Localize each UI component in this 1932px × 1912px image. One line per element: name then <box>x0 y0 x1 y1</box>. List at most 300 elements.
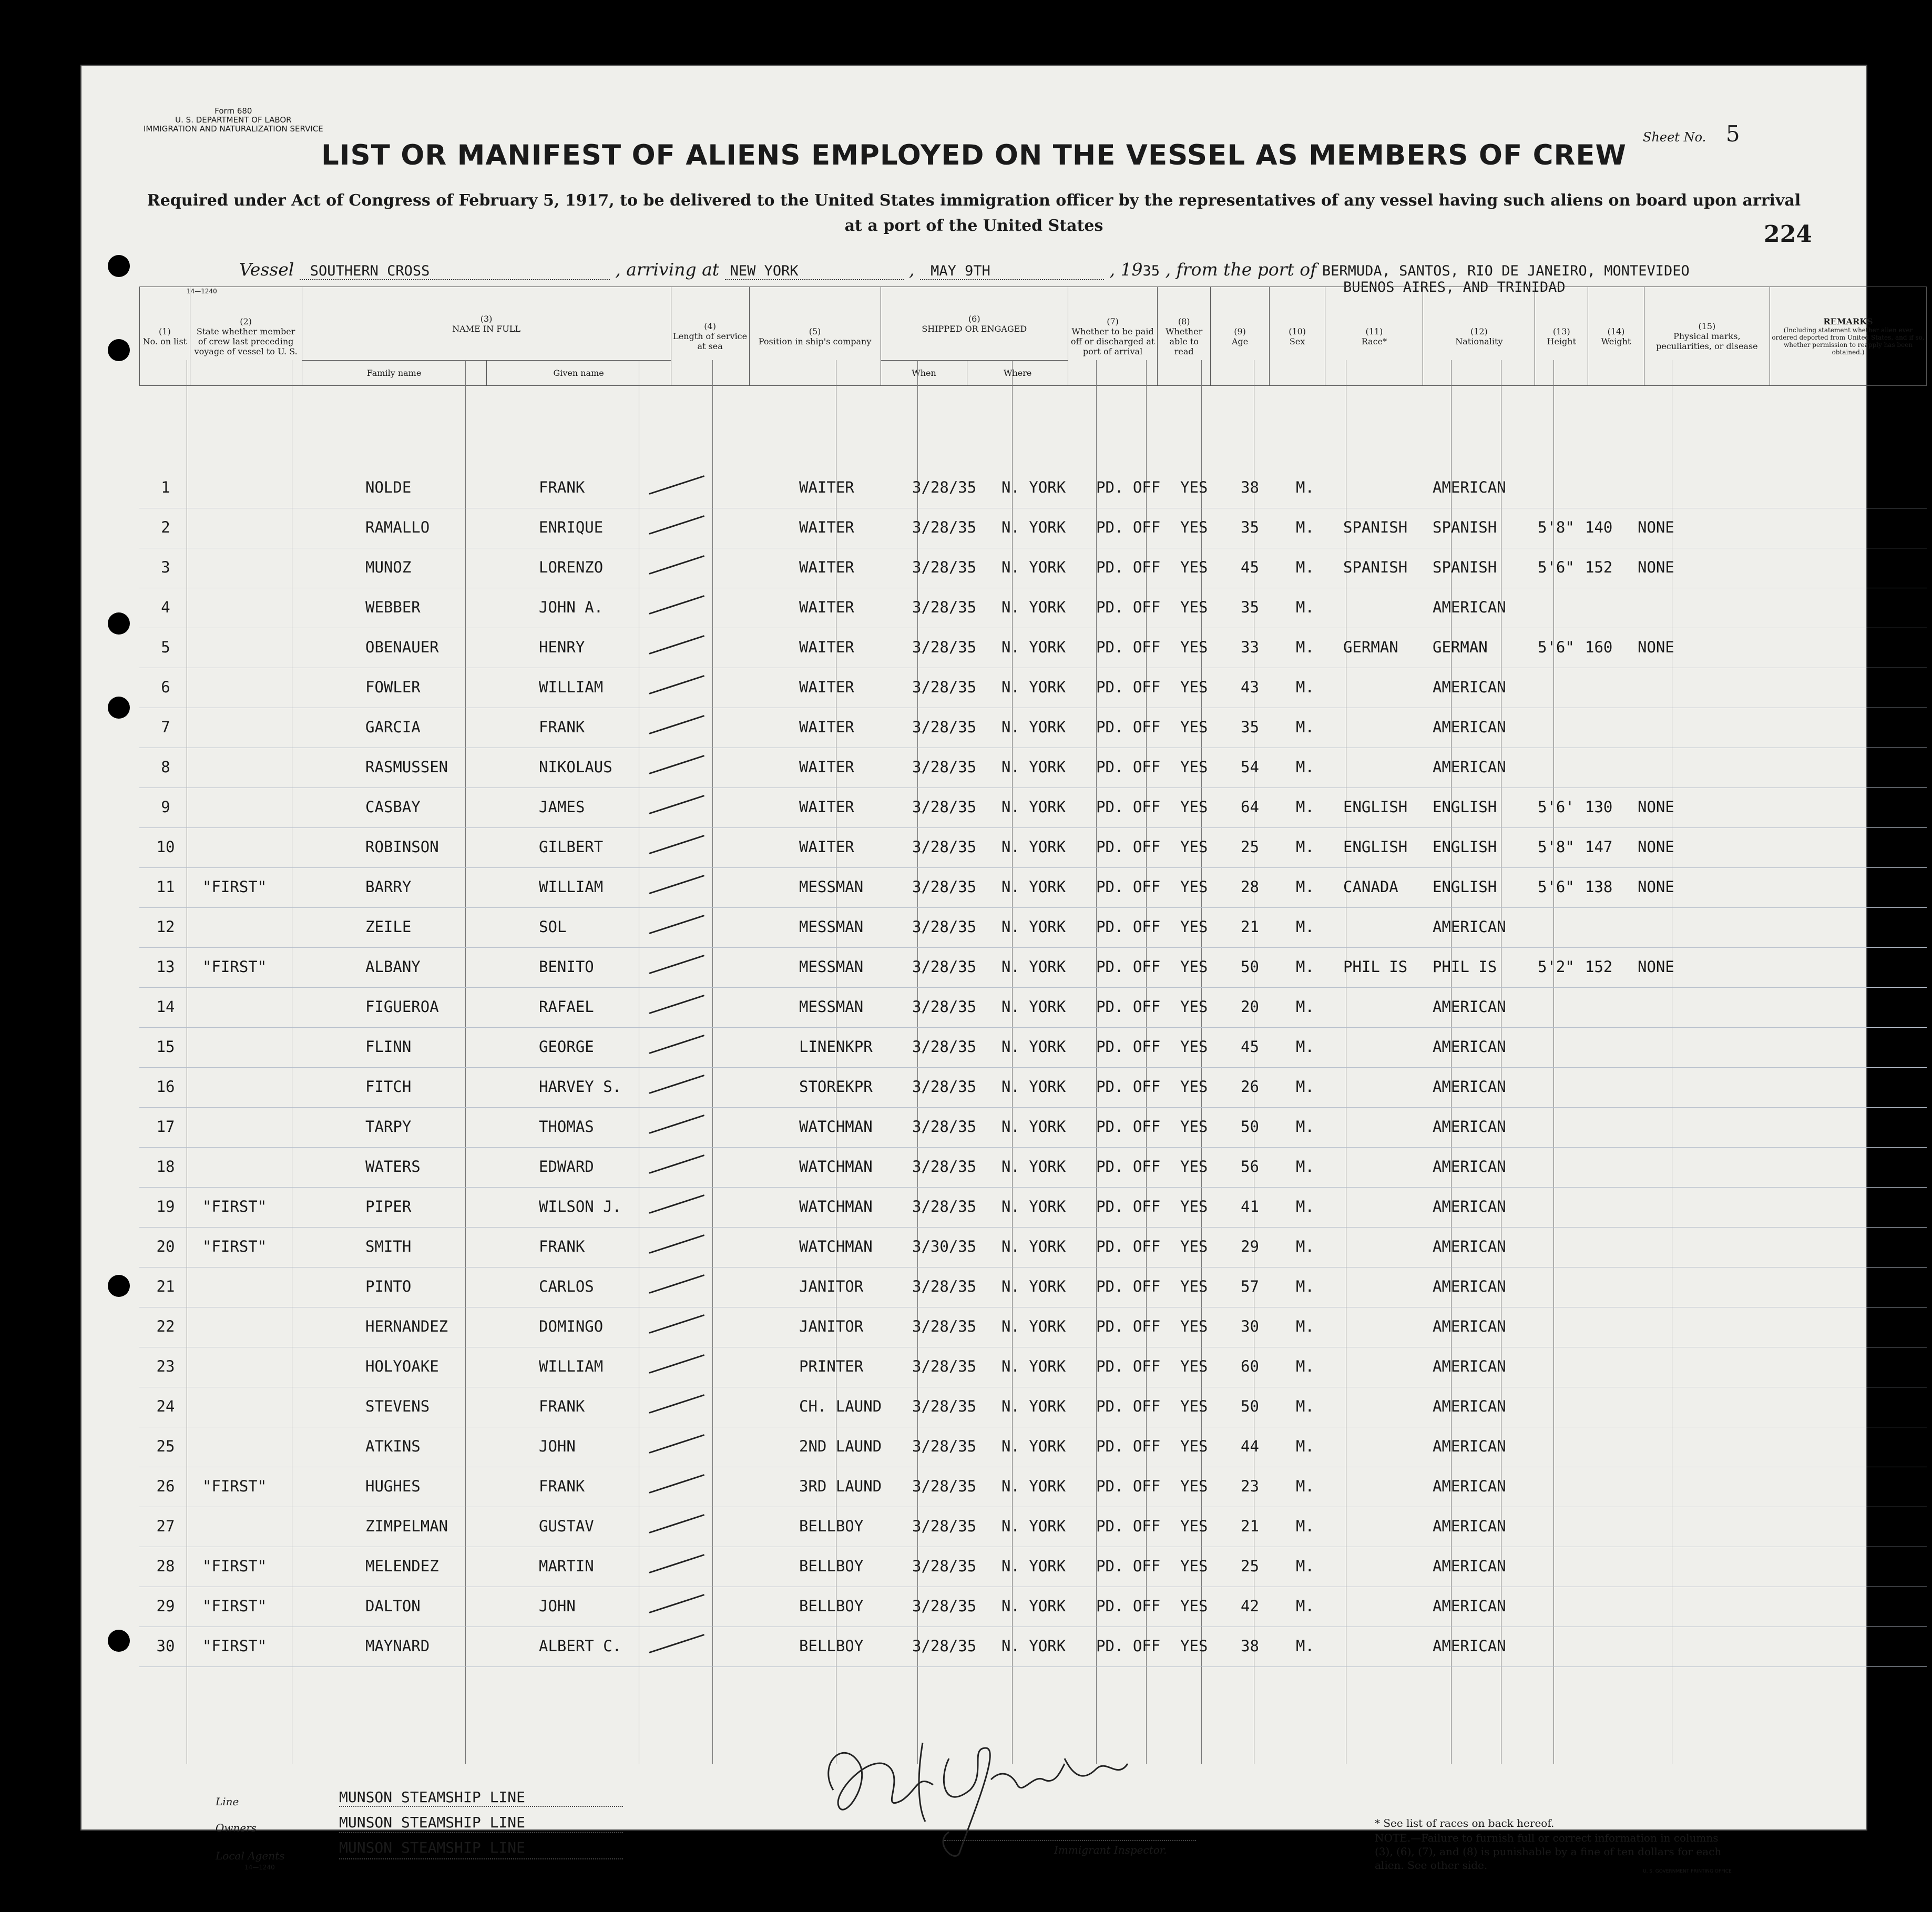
cell-where: N. YORK <box>1001 1277 1066 1295</box>
cell-paid: PD. OFF <box>1096 1317 1161 1335</box>
col-position-header: (5) Position in ship's company <box>749 287 881 386</box>
cell-paid: PD. OFF <box>1096 1637 1161 1655</box>
cell-height: 5'8" <box>1538 838 1575 856</box>
cell-paid: PD. OFF <box>1096 1238 1161 1255</box>
cell-family: PINTO <box>365 1277 412 1295</box>
table-row <box>139 1267 1927 1307</box>
cell-read: YES <box>1180 918 1208 936</box>
arriving-label: , arriving at <box>615 259 720 280</box>
cell-paid: PD. OFF <box>1096 1277 1161 1295</box>
col-service-length-header: (4) Length of service at sea <box>671 287 749 386</box>
line-label: Line <box>216 1795 239 1808</box>
cell-nationality: AMERICAN <box>1433 1557 1506 1575</box>
cell-where: N. YORK <box>1001 598 1066 616</box>
cell-read: YES <box>1180 1198 1208 1215</box>
sheet-value: 5 <box>1725 121 1740 147</box>
cell-read: YES <box>1180 1118 1208 1136</box>
table-row <box>139 1347 1927 1387</box>
agents-rule <box>339 1858 623 1859</box>
line-rule <box>339 1806 623 1807</box>
cell-nationality: GERMAN <box>1433 638 1488 656</box>
cell-race: PHIL IS <box>1343 958 1408 976</box>
cell-read: YES <box>1180 1317 1208 1335</box>
cell-age: 45 <box>1241 558 1259 576</box>
col-when-header: When <box>881 361 967 386</box>
cell-sex: M. <box>1296 1437 1314 1455</box>
cell-when: 3/28/35 <box>912 518 977 536</box>
cell-no: 21 <box>156 1277 175 1295</box>
cell-no: 4 <box>161 598 170 616</box>
cell-where: N. YORK <box>1001 1317 1066 1335</box>
cell-paid: PD. OFF <box>1096 1357 1161 1375</box>
cell-when: 3/28/35 <box>912 1118 977 1136</box>
cell-paid: PD. OFF <box>1096 1038 1161 1056</box>
cell-no: 12 <box>156 918 175 936</box>
cell-no: 14 <box>156 998 175 1016</box>
cell-given: WILLIAM <box>539 878 604 896</box>
cell-position: WAITER <box>799 518 854 536</box>
cell-where: N. YORK <box>1001 798 1066 816</box>
cell-sex: M. <box>1296 1277 1314 1295</box>
cell-no: 11 <box>156 878 175 896</box>
cell-where: N. YORK <box>1001 1477 1066 1495</box>
cell-no: 24 <box>156 1397 175 1415</box>
table-row <box>139 1507 1927 1547</box>
cell-age: 44 <box>1241 1437 1259 1455</box>
cell-given: EDWARD <box>539 1158 594 1175</box>
cell-prev: "FIRST" <box>202 1597 267 1615</box>
inspector-label: Immigrant Inspector. <box>1054 1844 1167 1856</box>
cell-position: JANITOR <box>799 1277 864 1295</box>
cell-nationality: AMERICAN <box>1433 758 1506 776</box>
cell-where: N. YORK <box>1001 918 1066 936</box>
cell-paid: PD. OFF <box>1096 518 1161 536</box>
cell-read: YES <box>1180 998 1208 1016</box>
cell-nationality: AMERICAN <box>1433 1078 1506 1096</box>
cell-position: BELLBOY <box>799 1597 864 1615</box>
table-row <box>139 1387 1927 1427</box>
cell-where: N. YORK <box>1001 758 1066 776</box>
table-row <box>139 827 1927 868</box>
cell-nationality: PHIL IS <box>1433 958 1497 976</box>
cell-no: 18 <box>156 1158 175 1175</box>
cell-sex: M. <box>1296 1397 1314 1415</box>
cell-height: 5'8" <box>1538 518 1575 536</box>
cell-when: 3/28/35 <box>912 1437 977 1455</box>
cell-weight: 152 <box>1585 558 1613 576</box>
cell-family: WATERS <box>365 1158 421 1175</box>
vessel-name: SOUTHERN CROSS <box>300 263 610 280</box>
cell-nationality: AMERICAN <box>1433 998 1506 1016</box>
cell-race: SPANISH <box>1343 558 1408 576</box>
cell-given: HARVEY S. <box>539 1078 622 1096</box>
cell-sex: M. <box>1296 1038 1314 1056</box>
cell-read: YES <box>1180 678 1208 696</box>
table-row <box>139 1547 1927 1587</box>
cell-family: BARRY <box>365 878 412 896</box>
cell-age: 20 <box>1241 998 1259 1016</box>
cell-sex: M. <box>1296 598 1314 616</box>
col-family-name-header: Family name <box>302 361 486 386</box>
cell-paid: PD. OFF <box>1096 1118 1161 1136</box>
penalty-note: NOTE.—Failure to furnish full or correct information in columns (3), (6), (7), and (8) is punishable by a fine of ten dollars for each alien. See other side. <box>1375 1832 1722 1872</box>
cell-race: ENGLISH <box>1343 798 1408 816</box>
cell-age: 23 <box>1241 1477 1259 1495</box>
cell-age: 35 <box>1241 518 1259 536</box>
cell-prev: "FIRST" <box>202 878 267 896</box>
table-row <box>139 548 1927 588</box>
cell-when: 3/28/35 <box>912 1158 977 1175</box>
cell-when: 3/28/35 <box>912 598 977 616</box>
cell-height: 5'6" <box>1538 638 1575 656</box>
cell-sex: M. <box>1296 1637 1314 1655</box>
cell-weight: 138 <box>1585 878 1613 896</box>
from-label: , from the port of <box>1165 259 1317 280</box>
form-number: Form 680 <box>214 106 252 116</box>
arrival-date: MAY 9TH <box>920 263 1104 280</box>
cell-given: SOL <box>539 918 567 936</box>
stamp-number: 224 <box>1764 221 1812 248</box>
cell-no: 1 <box>161 478 170 496</box>
departure-ports-line-1: BERMUDA, SANTOS, RIO DE JANEIRO, MONTEVIDEO <box>1322 263 1690 279</box>
cell-race: GERMAN <box>1343 638 1398 656</box>
cell-paid: PD. OFF <box>1096 478 1161 496</box>
cell-read: YES <box>1180 798 1208 816</box>
cell-when: 3/28/35 <box>912 638 977 656</box>
cell-given: HENRY <box>539 638 585 656</box>
cell-when: 3/28/35 <box>912 958 977 976</box>
cell-read: YES <box>1180 478 1208 496</box>
cell-family: FIGUEROA <box>365 998 439 1016</box>
cell-position: WAITER <box>799 478 854 496</box>
table-row <box>139 588 1927 628</box>
cell-prev: "FIRST" <box>202 958 267 976</box>
cell-where: N. YORK <box>1001 1437 1066 1455</box>
cell-given: FRANK <box>539 1477 585 1495</box>
cell-no: 27 <box>156 1517 175 1535</box>
cell-where: N. YORK <box>1001 718 1066 736</box>
cell-position: 3RD LAUND <box>799 1477 882 1495</box>
cell-family: FLINN <box>365 1038 412 1056</box>
departure-ports-line-2: BUENOS AIRES, AND TRINIDAD <box>1343 279 1566 295</box>
cell-nationality: AMERICAN <box>1433 1477 1506 1495</box>
cell-read: YES <box>1180 518 1208 536</box>
table-row <box>139 1587 1927 1627</box>
cell-where: N. YORK <box>1001 478 1066 496</box>
cell-sex: M. <box>1296 1357 1314 1375</box>
cell-paid: PD. OFF <box>1096 1397 1161 1415</box>
cell-age: 33 <box>1241 638 1259 656</box>
col-age-header: (9) Age <box>1211 287 1270 386</box>
cell-paid: PD. OFF <box>1096 718 1161 736</box>
cell-where: N. YORK <box>1001 1038 1066 1056</box>
cell-family: RASMUSSEN <box>365 758 448 776</box>
cell-prev: "FIRST" <box>202 1198 267 1215</box>
cell-family: ALBANY <box>365 958 421 976</box>
cell-when: 3/28/35 <box>912 1477 977 1495</box>
cell-age: 45 <box>1241 1038 1259 1056</box>
line-value: MUNSON STEAMSHIP LINE <box>339 1788 526 1806</box>
printer-imprint: U. S. GOVERNMENT PRINTING OFFICE <box>1643 1869 1732 1874</box>
cell-family: PIPER <box>365 1198 412 1215</box>
cell-where: N. YORK <box>1001 998 1066 1016</box>
cell-height: 5'6" <box>1538 878 1575 896</box>
cell-no: 25 <box>156 1437 175 1455</box>
cell-read: YES <box>1180 1357 1208 1375</box>
cell-age: 21 <box>1241 1517 1259 1535</box>
cell-no: 13 <box>156 958 175 976</box>
cell-nationality: AMERICAN <box>1433 1317 1506 1335</box>
cell-no: 15 <box>156 1038 175 1056</box>
cell-nationality: AMERICAN <box>1433 1517 1506 1535</box>
table-row <box>139 1227 1927 1267</box>
cell-position: 2ND LAUND <box>799 1437 882 1455</box>
punch-hole <box>108 1630 130 1652</box>
cell-position: WAITER <box>799 598 854 616</box>
cell-age: 26 <box>1241 1078 1259 1096</box>
cell-given: FRANK <box>539 1397 585 1415</box>
table-row <box>139 987 1927 1028</box>
cell-family: CASBAY <box>365 798 421 816</box>
cell-where: N. YORK <box>1001 1198 1066 1215</box>
col-shipped-header: (6) SHIPPED OR ENGAGED <box>881 287 1068 361</box>
cell-when: 3/28/35 <box>912 758 977 776</box>
cell-sex: M. <box>1296 998 1314 1016</box>
col-height-header: (13) Height <box>1535 287 1588 386</box>
cell-sex: M. <box>1296 1198 1314 1215</box>
cell-position: MESSMAN <box>799 878 864 896</box>
cell-read: YES <box>1180 1637 1208 1655</box>
cell-sex: M. <box>1296 1238 1314 1255</box>
cell-sex: M. <box>1296 718 1314 736</box>
cell-family: TARPY <box>365 1118 412 1136</box>
service-name: IMMIGRATION AND NATURALIZATION SERVICE <box>144 124 323 134</box>
col-paid-off-header: (7) Whether to be paid off or discharged at port of arrival <box>1068 287 1157 386</box>
cell-given: FRANK <box>539 1238 585 1255</box>
col-remarks-header: REMARKS (Including statement whether alien ever ordered deported from United States, and if so, whether permission to reapply has been obtained.) <box>1770 287 1927 386</box>
owners-value: MUNSON STEAMSHIP LINE <box>339 1814 526 1831</box>
cell-where: N. YORK <box>1001 1078 1066 1096</box>
table-row <box>139 1107 1927 1148</box>
cell-age: 57 <box>1241 1277 1259 1295</box>
vessel-label: Vessel <box>239 259 294 280</box>
cell-paid: PD. OFF <box>1096 878 1161 896</box>
cell-sex: M. <box>1296 1118 1314 1136</box>
cell-age: 29 <box>1241 1238 1259 1255</box>
cell-given: LORENZO <box>539 558 604 576</box>
cell-family: MAYNARD <box>365 1637 430 1655</box>
cell-age: 60 <box>1241 1357 1259 1375</box>
cell-sex: M. <box>1296 638 1314 656</box>
cell-paid: PD. OFF <box>1096 1078 1161 1096</box>
cell-nationality: AMERICAN <box>1433 1357 1506 1375</box>
cell-read: YES <box>1180 1078 1208 1096</box>
cell-read: YES <box>1180 1597 1208 1615</box>
cell-given: WILSON J. <box>539 1198 622 1215</box>
cell-nationality: AMERICAN <box>1433 1118 1506 1136</box>
cell-given: FRANK <box>539 478 585 496</box>
table-row <box>139 468 1927 508</box>
cell-sex: M. <box>1296 1597 1314 1615</box>
cell-read: YES <box>1180 1397 1208 1415</box>
col-marks-header: (15) Physical marks, peculiarities, or disease <box>1644 287 1770 386</box>
cell-sex: M. <box>1296 1557 1314 1575</box>
cell-no: 26 <box>156 1477 175 1495</box>
cell-position: PRINTER <box>799 1357 864 1375</box>
owners-rule <box>339 1832 623 1833</box>
cell-position: MESSMAN <box>799 918 864 936</box>
cell-where: N. YORK <box>1001 958 1066 976</box>
page-title: LIST OR MANIFEST OF ALIENS EMPLOYED ON THE VESSEL AS MEMBERS OF CREW <box>321 139 1627 171</box>
cell-family: DALTON <box>365 1597 421 1615</box>
cell-paid: PD. OFF <box>1096 1557 1161 1575</box>
cell-no: 17 <box>156 1118 175 1136</box>
cell-given: FRANK <box>539 718 585 736</box>
cell-given: WILLIAM <box>539 678 604 696</box>
cell-no: 16 <box>156 1078 175 1096</box>
cell-given: THOMAS <box>539 1118 594 1136</box>
cell-age: 50 <box>1241 958 1259 976</box>
department-name: U. S. DEPARTMENT OF LABOR <box>175 115 292 125</box>
cell-family: GARCIA <box>365 718 421 736</box>
cell-read: YES <box>1180 1437 1208 1455</box>
cell-nationality: AMERICAN <box>1433 918 1506 936</box>
cell-weight: 152 <box>1585 958 1613 976</box>
cell-read: YES <box>1180 718 1208 736</box>
cell-weight: 140 <box>1585 518 1613 536</box>
cell-given: JOHN A. <box>539 598 604 616</box>
cell-prev: "FIRST" <box>202 1637 267 1655</box>
cell-nationality: AMERICAN <box>1433 1198 1506 1215</box>
col-read-header: (8) Whether able to read <box>1158 287 1211 386</box>
table-row <box>139 668 1927 708</box>
table-row <box>139 867 1927 908</box>
cell-no: 10 <box>156 838 175 856</box>
cell-paid: PD. OFF <box>1096 918 1161 936</box>
cell-family: HUGHES <box>365 1477 421 1495</box>
cell-nationality: SPANISH <box>1433 558 1497 576</box>
cell-given: GEORGE <box>539 1038 594 1056</box>
cell-where: N. YORK <box>1001 1118 1066 1136</box>
cell-paid: PD. OFF <box>1096 598 1161 616</box>
cell-age: 35 <box>1241 718 1259 736</box>
cell-when: 3/28/35 <box>912 878 977 896</box>
col-weight-header: (14) Weight <box>1588 287 1644 386</box>
cell-age: 30 <box>1241 1317 1259 1335</box>
cell-position: LINENKPR <box>799 1038 873 1056</box>
cell-sex: M. <box>1296 558 1314 576</box>
cell-read: YES <box>1180 558 1208 576</box>
cell-nationality: AMERICAN <box>1433 718 1506 736</box>
cell-family: SMITH <box>365 1238 412 1255</box>
cell-position: WATCHMAN <box>799 1238 873 1255</box>
cell-marks: NONE <box>1638 958 1674 976</box>
cell-read: YES <box>1180 638 1208 656</box>
table-row <box>139 1027 1927 1068</box>
cell-no: 7 <box>161 718 170 736</box>
cell-where: N. YORK <box>1001 878 1066 896</box>
cell-read: YES <box>1180 1238 1208 1255</box>
cell-weight: 160 <box>1585 638 1613 656</box>
agents-label: Local Agents <box>216 1849 285 1862</box>
cell-family: ROBINSON <box>365 838 439 856</box>
cell-position: JANITOR <box>799 1317 864 1335</box>
cell-when: 3/28/35 <box>912 1397 977 1415</box>
cell-position: WAITER <box>799 798 854 816</box>
cell-no: 22 <box>156 1317 175 1335</box>
cell-age: 56 <box>1241 1158 1259 1175</box>
cell-sex: M. <box>1296 518 1314 536</box>
cell-prev: "FIRST" <box>202 1477 267 1495</box>
cell-family: MELENDEZ <box>365 1557 439 1575</box>
cell-given: CARLOS <box>539 1277 594 1295</box>
cell-age: 35 <box>1241 598 1259 616</box>
cell-read: YES <box>1180 1277 1208 1295</box>
cell-paid: PD. OFF <box>1096 958 1161 976</box>
cell-no: 30 <box>156 1637 175 1655</box>
cell-when: 3/28/35 <box>912 678 977 696</box>
cell-weight: 147 <box>1585 838 1613 856</box>
cell-nationality: ENGLISH <box>1433 878 1497 896</box>
cell-race: ENGLISH <box>1343 838 1408 856</box>
cell-where: N. YORK <box>1001 1357 1066 1375</box>
cell-position: WAITER <box>799 718 854 736</box>
sheet-label: Sheet No. <box>1643 130 1706 145</box>
cell-age: 25 <box>1241 838 1259 856</box>
cell-given: GILBERT <box>539 838 604 856</box>
manifest-sheet <box>81 66 1925 1874</box>
cell-nationality: AMERICAN <box>1433 1277 1506 1295</box>
column-header <box>139 287 1927 386</box>
punch-hole <box>108 697 130 719</box>
cell-age: 25 <box>1241 1557 1259 1575</box>
cell-where: N. YORK <box>1001 638 1066 656</box>
cell-position: CH. LAUND <box>799 1397 882 1415</box>
cell-read: YES <box>1180 958 1208 976</box>
requirement-text: Required under Act of Congress of February 5, 1917, to be delivered to the United States immigration officer by the representatives of any vessel having such aliens on board upon arrival at a port of the United States <box>147 191 1801 235</box>
cell-no: 3 <box>161 558 170 576</box>
cell-when: 3/28/35 <box>912 1557 977 1575</box>
cell-age: 43 <box>1241 678 1259 696</box>
cell-no: 5 <box>161 638 170 656</box>
cell-given: JOHN <box>539 1437 576 1455</box>
cell-marks: NONE <box>1638 798 1674 816</box>
cell-family: ATKINS <box>365 1437 421 1455</box>
cell-sex: M. <box>1296 1317 1314 1335</box>
cell-age: 28 <box>1241 878 1259 896</box>
cell-no: 2 <box>161 518 170 536</box>
cell-position: WAITER <box>799 638 854 656</box>
cell-no: 20 <box>156 1238 175 1255</box>
cell-paid: PD. OFF <box>1096 998 1161 1016</box>
cell-when: 3/28/35 <box>912 1357 977 1375</box>
cell-when: 3/28/35 <box>912 1317 977 1335</box>
table-row <box>139 1187 1927 1228</box>
cell-age: 38 <box>1241 1637 1259 1655</box>
cell-where: N. YORK <box>1001 838 1066 856</box>
table-row <box>139 1147 1927 1188</box>
cell-when: 3/28/35 <box>912 1637 977 1655</box>
cell-family: FITCH <box>365 1078 412 1096</box>
cell-when: 3/30/35 <box>912 1238 977 1255</box>
cell-family: MUNOZ <box>365 558 412 576</box>
cell-when: 3/28/35 <box>912 478 977 496</box>
punch-hole <box>108 255 130 277</box>
cell-weight: 130 <box>1585 798 1613 816</box>
cell-nationality: AMERICAN <box>1433 1238 1506 1255</box>
cell-family: NOLDE <box>365 478 412 496</box>
cell-position: STOREKPR <box>799 1078 873 1096</box>
